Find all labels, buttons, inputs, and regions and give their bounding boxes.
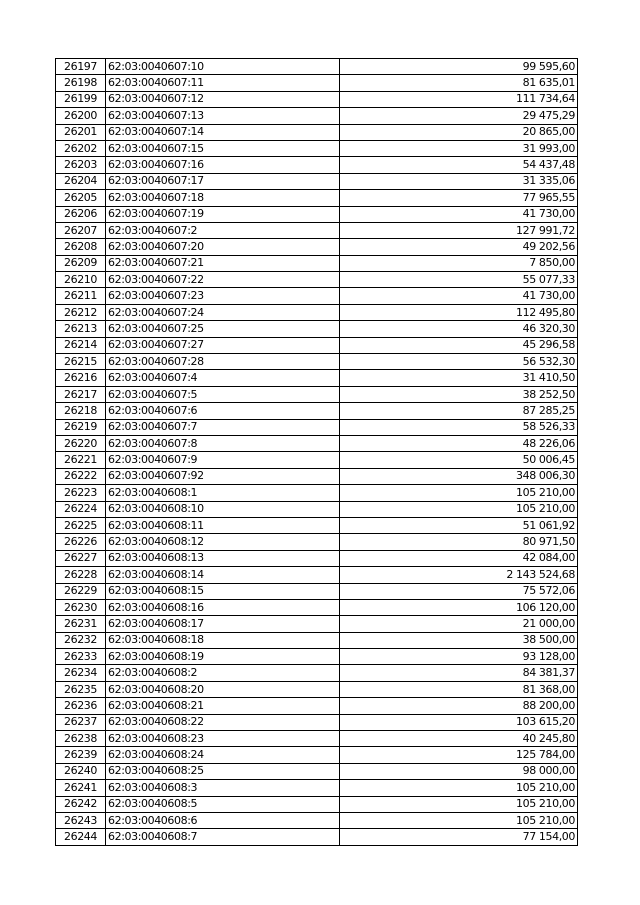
cadastral-number-cell: 62:03:0040608:7 bbox=[106, 829, 340, 845]
cadastral-value-cell: 21 000,00 bbox=[340, 616, 578, 632]
table-row bbox=[56, 485, 578, 501]
cadastral-number-cell: 62:03:0040607:4 bbox=[106, 370, 340, 386]
cadastral-number-cell: 62:03:0040607:22 bbox=[106, 272, 340, 288]
cadastral-number-cell: 62:03:0040607:11 bbox=[106, 75, 340, 91]
row-id-cell: 26224 bbox=[56, 501, 106, 517]
table-row bbox=[56, 354, 578, 370]
cadastral-value-cell: 75 572,06 bbox=[340, 583, 578, 599]
row-id-cell: 26199 bbox=[56, 91, 106, 107]
row-id-cell: 26241 bbox=[56, 780, 106, 796]
table-row bbox=[56, 829, 578, 845]
cadastral-value-cell: 50 006,45 bbox=[340, 452, 578, 468]
table-row bbox=[56, 583, 578, 599]
cadastral-number-cell: 62:03:0040607:18 bbox=[106, 190, 340, 206]
cadastral-number-cell: 62:03:0040608:11 bbox=[106, 517, 340, 533]
table-row bbox=[56, 812, 578, 828]
cadastral-number-cell: 62:03:0040608:19 bbox=[106, 649, 340, 665]
cadastral-number-cell: 62:03:0040607:13 bbox=[106, 108, 340, 124]
cadastral-value-cell: 105 210,00 bbox=[340, 812, 578, 828]
cadastral-value-cell: 77 154,00 bbox=[340, 829, 578, 845]
table-row bbox=[56, 534, 578, 550]
cadastral-value-cell: 2 143 524,68 bbox=[340, 567, 578, 583]
row-id-cell: 26213 bbox=[56, 321, 106, 337]
row-id-cell: 26218 bbox=[56, 403, 106, 419]
cadastral-number-cell: 62:03:0040608:16 bbox=[106, 599, 340, 615]
cadastral-value-cell: 105 210,00 bbox=[340, 485, 578, 501]
cadastral-number-cell: 62:03:0040607:24 bbox=[106, 304, 340, 320]
cadastral-value-cell: 80 971,50 bbox=[340, 534, 578, 550]
cadastral-number-cell: 62:03:0040608:23 bbox=[106, 731, 340, 747]
table-row bbox=[56, 517, 578, 533]
cadastral-value-cell: 84 381,37 bbox=[340, 665, 578, 681]
row-id-cell: 26216 bbox=[56, 370, 106, 386]
table-row bbox=[56, 763, 578, 779]
cadastral-number-cell: 62:03:0040607:8 bbox=[106, 435, 340, 451]
table-row bbox=[56, 157, 578, 173]
cadastral-number-cell: 62:03:0040607:23 bbox=[106, 288, 340, 304]
row-id-cell: 26204 bbox=[56, 173, 106, 189]
cadastral-number-cell: 62:03:0040608:17 bbox=[106, 616, 340, 632]
cadastral-value-cell: 7 850,00 bbox=[340, 255, 578, 271]
cadastral-value-cell: 29 475,29 bbox=[340, 108, 578, 124]
cadastral-value-cell: 41 730,00 bbox=[340, 206, 578, 222]
cadastral-value-cell: 58 526,33 bbox=[340, 419, 578, 435]
cadastral-value-cell: 31 410,50 bbox=[340, 370, 578, 386]
table-row bbox=[56, 272, 578, 288]
row-id-cell: 26219 bbox=[56, 419, 106, 435]
table-row bbox=[56, 452, 578, 468]
row-id-cell: 26238 bbox=[56, 731, 106, 747]
cadastral-value-cell: 105 210,00 bbox=[340, 796, 578, 812]
table-row bbox=[56, 550, 578, 566]
row-id-cell: 26229 bbox=[56, 583, 106, 599]
row-id-cell: 26202 bbox=[56, 140, 106, 156]
row-id-cell: 26232 bbox=[56, 632, 106, 648]
cadastral-number-cell: 62:03:0040607:28 bbox=[106, 354, 340, 370]
cadastral-number-cell: 62:03:0040607:6 bbox=[106, 403, 340, 419]
cadastral-value-cell: 87 285,25 bbox=[340, 403, 578, 419]
row-id-cell: 26198 bbox=[56, 75, 106, 91]
row-id-cell: 26244 bbox=[56, 829, 106, 845]
table-row bbox=[56, 370, 578, 386]
table-row bbox=[56, 599, 578, 615]
table-row bbox=[56, 304, 578, 320]
row-id-cell: 26231 bbox=[56, 616, 106, 632]
cadastral-value-cell: 127 991,72 bbox=[340, 222, 578, 238]
cadastral-value-cell: 103 615,20 bbox=[340, 714, 578, 730]
table-row bbox=[56, 206, 578, 222]
table-row bbox=[56, 255, 578, 271]
cadastral-number-cell: 62:03:0040607:12 bbox=[106, 91, 340, 107]
row-id-cell: 26201 bbox=[56, 124, 106, 140]
cadastral-number-cell: 62:03:0040607:9 bbox=[106, 452, 340, 468]
row-id-cell: 26197 bbox=[56, 59, 106, 75]
cadastral-value-cell: 46 320,30 bbox=[340, 321, 578, 337]
cadastral-number-cell: 62:03:0040608:10 bbox=[106, 501, 340, 517]
table-row bbox=[56, 173, 578, 189]
table-row bbox=[56, 288, 578, 304]
table-row bbox=[56, 75, 578, 91]
cadastral-number-cell: 62:03:0040607:10 bbox=[106, 59, 340, 75]
cadastral-number-cell: 62:03:0040608:3 bbox=[106, 780, 340, 796]
table-row bbox=[56, 190, 578, 206]
table-row bbox=[56, 59, 578, 75]
cadastral-value-cell: 93 128,00 bbox=[340, 649, 578, 665]
row-id-cell: 26228 bbox=[56, 567, 106, 583]
table-row bbox=[56, 435, 578, 451]
cadastral-number-cell: 62:03:0040608:12 bbox=[106, 534, 340, 550]
row-id-cell: 26208 bbox=[56, 239, 106, 255]
table-row bbox=[56, 140, 578, 156]
table-row bbox=[56, 714, 578, 730]
cadastral-value-cell: 56 532,30 bbox=[340, 354, 578, 370]
row-id-cell: 26207 bbox=[56, 222, 106, 238]
row-id-cell: 26211 bbox=[56, 288, 106, 304]
table-row bbox=[56, 91, 578, 107]
row-id-cell: 26222 bbox=[56, 468, 106, 484]
table-row bbox=[56, 796, 578, 812]
row-id-cell: 26205 bbox=[56, 190, 106, 206]
cadastral-value-cell: 81 635,01 bbox=[340, 75, 578, 91]
cadastral-number-cell: 62:03:0040607:20 bbox=[106, 239, 340, 255]
cadastral-number-cell: 62:03:0040608:18 bbox=[106, 632, 340, 648]
cadastral-value-cell: 38 252,50 bbox=[340, 386, 578, 402]
cadastral-value-cell: 88 200,00 bbox=[340, 698, 578, 714]
cadastral-value-cell: 111 734,64 bbox=[340, 91, 578, 107]
table-row bbox=[56, 698, 578, 714]
table-row bbox=[56, 419, 578, 435]
row-id-cell: 26239 bbox=[56, 747, 106, 763]
cadastral-value-cell: 42 084,00 bbox=[340, 550, 578, 566]
table-row bbox=[56, 337, 578, 353]
row-id-cell: 26235 bbox=[56, 681, 106, 697]
row-id-cell: 26200 bbox=[56, 108, 106, 124]
cadastral-value-cell: 105 210,00 bbox=[340, 780, 578, 796]
cadastral-number-cell: 62:03:0040608:21 bbox=[106, 698, 340, 714]
cadastral-value-cell: 51 061,92 bbox=[340, 517, 578, 533]
cadastral-value-cell: 20 865,00 bbox=[340, 124, 578, 140]
row-id-cell: 26236 bbox=[56, 698, 106, 714]
cadastral-number-cell: 62:03:0040607:17 bbox=[106, 173, 340, 189]
cadastral-value-cell: 48 226,06 bbox=[340, 435, 578, 451]
row-id-cell: 26230 bbox=[56, 599, 106, 615]
row-id-cell: 26225 bbox=[56, 517, 106, 533]
table-row bbox=[56, 616, 578, 632]
table-body bbox=[56, 59, 578, 846]
row-id-cell: 26206 bbox=[56, 206, 106, 222]
cadastral-value-cell: 112 495,80 bbox=[340, 304, 578, 320]
cadastral-value-cell: 98 000,00 bbox=[340, 763, 578, 779]
cadastral-value-cell: 81 368,00 bbox=[340, 681, 578, 697]
cadastral-number-cell: 62:03:0040608:25 bbox=[106, 763, 340, 779]
table-row bbox=[56, 321, 578, 337]
row-id-cell: 26243 bbox=[56, 812, 106, 828]
cadastral-number-cell: 62:03:0040608:13 bbox=[106, 550, 340, 566]
row-id-cell: 26223 bbox=[56, 485, 106, 501]
cadastral-number-cell: 62:03:0040608:20 bbox=[106, 681, 340, 697]
cadastral-value-cell: 40 245,80 bbox=[340, 731, 578, 747]
cadastral-number-cell: 62:03:0040607:19 bbox=[106, 206, 340, 222]
row-id-cell: 26226 bbox=[56, 534, 106, 550]
cadastral-number-cell: 62:03:0040608:15 bbox=[106, 583, 340, 599]
table-row bbox=[56, 731, 578, 747]
row-id-cell: 26220 bbox=[56, 435, 106, 451]
row-id-cell: 26221 bbox=[56, 452, 106, 468]
cadastral-number-cell: 62:03:0040607:5 bbox=[106, 386, 340, 402]
cadastral-value-cell: 125 784,00 bbox=[340, 747, 578, 763]
cadastral-value-cell: 49 202,56 bbox=[340, 239, 578, 255]
cadastral-number-cell: 62:03:0040608:14 bbox=[106, 567, 340, 583]
row-id-cell: 26217 bbox=[56, 386, 106, 402]
cadastral-value-cell: 54 437,48 bbox=[340, 157, 578, 173]
row-id-cell: 26210 bbox=[56, 272, 106, 288]
table-row bbox=[56, 403, 578, 419]
row-id-cell: 26240 bbox=[56, 763, 106, 779]
cadastral-number-cell: 62:03:0040607:7 bbox=[106, 419, 340, 435]
table-row bbox=[56, 665, 578, 681]
cadastral-number-cell: 62:03:0040607:14 bbox=[106, 124, 340, 140]
table-row bbox=[56, 386, 578, 402]
cadastral-number-cell: 62:03:0040608:6 bbox=[106, 812, 340, 828]
table-row bbox=[56, 632, 578, 648]
table-row bbox=[56, 780, 578, 796]
cadastral-number-cell: 62:03:0040608:2 bbox=[106, 665, 340, 681]
cadastral-value-cell: 45 296,58 bbox=[340, 337, 578, 353]
table-row bbox=[56, 222, 578, 238]
row-id-cell: 26203 bbox=[56, 157, 106, 173]
cadastral-value-cell: 106 120,00 bbox=[340, 599, 578, 615]
cadastral-value-cell: 41 730,00 bbox=[340, 288, 578, 304]
table-row bbox=[56, 747, 578, 763]
row-id-cell: 26227 bbox=[56, 550, 106, 566]
cadastral-value-cell: 55 077,33 bbox=[340, 272, 578, 288]
cadastral-number-cell: 62:03:0040607:21 bbox=[106, 255, 340, 271]
row-id-cell: 26242 bbox=[56, 796, 106, 812]
cadastral-number-cell: 62:03:0040608:1 bbox=[106, 485, 340, 501]
cadastral-number-cell: 62:03:0040608:22 bbox=[106, 714, 340, 730]
row-id-cell: 26215 bbox=[56, 354, 106, 370]
table-row bbox=[56, 501, 578, 517]
row-id-cell: 26233 bbox=[56, 649, 106, 665]
row-id-cell: 26212 bbox=[56, 304, 106, 320]
cadastral-number-cell: 62:03:0040608:24 bbox=[106, 747, 340, 763]
cadastral-number-cell: 62:03:0040607:16 bbox=[106, 157, 340, 173]
row-id-cell: 26237 bbox=[56, 714, 106, 730]
table-row bbox=[56, 649, 578, 665]
cadastral-value-table bbox=[55, 58, 578, 846]
cadastral-number-cell: 62:03:0040607:2 bbox=[106, 222, 340, 238]
cadastral-number-cell: 62:03:0040607:27 bbox=[106, 337, 340, 353]
row-id-cell: 26214 bbox=[56, 337, 106, 353]
cadastral-number-cell: 62:03:0040607:15 bbox=[106, 140, 340, 156]
cadastral-value-cell: 31 993,00 bbox=[340, 140, 578, 156]
table-row bbox=[56, 108, 578, 124]
cadastral-number-cell: 62:03:0040607:92 bbox=[106, 468, 340, 484]
table-row bbox=[56, 567, 578, 583]
cadastral-value-cell: 31 335,06 bbox=[340, 173, 578, 189]
cadastral-value-cell: 105 210,00 bbox=[340, 501, 578, 517]
cadastral-value-cell: 348 006,30 bbox=[340, 468, 578, 484]
cadastral-value-cell: 99 595,60 bbox=[340, 59, 578, 75]
table-row bbox=[56, 468, 578, 484]
row-id-cell: 26209 bbox=[56, 255, 106, 271]
cadastral-value-cell: 77 965,55 bbox=[340, 190, 578, 206]
cadastral-number-cell: 62:03:0040608:5 bbox=[106, 796, 340, 812]
row-id-cell: 26234 bbox=[56, 665, 106, 681]
cadastral-value-cell: 38 500,00 bbox=[340, 632, 578, 648]
table-row bbox=[56, 681, 578, 697]
table-row bbox=[56, 124, 578, 140]
cadastral-number-cell: 62:03:0040607:25 bbox=[106, 321, 340, 337]
table-row bbox=[56, 239, 578, 255]
